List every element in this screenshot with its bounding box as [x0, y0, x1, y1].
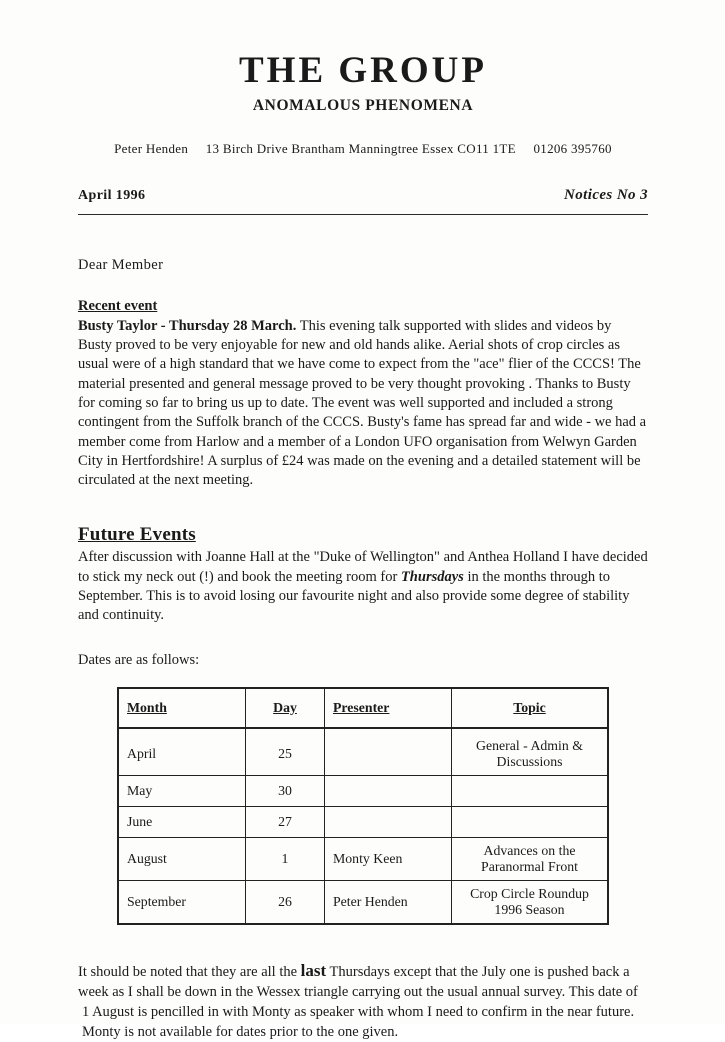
- cell-topic: Advances on the Paranormal Front: [452, 837, 609, 880]
- cell-presenter: [325, 806, 452, 837]
- cell-day: 26: [246, 880, 325, 924]
- cell-topic: [452, 806, 609, 837]
- schedule-table-wrapper: [78, 687, 648, 925]
- table-header-row: [118, 688, 608, 728]
- column-header-day: Day: [246, 688, 325, 728]
- closing-note-line-3: 1 August is pencilled in with Monty as speaker with whom I need to confirm in the near future.: [82, 1003, 635, 1020]
- table-row: [118, 728, 608, 776]
- cell-presenter: [325, 728, 452, 776]
- column-header-presenter: Presenter: [325, 688, 452, 728]
- cell-topic: Crop Circle Roundup 1996 Season: [452, 880, 609, 924]
- schedule-table: [117, 687, 609, 925]
- column-header-month: Month: [118, 688, 246, 728]
- cell-month: August: [118, 837, 246, 880]
- closing-note-line-1: [78, 959, 648, 982]
- recent-event-heading: Recent event: [78, 297, 158, 314]
- cell-month: September: [118, 880, 246, 924]
- cell-day: 27: [246, 806, 325, 837]
- cell-month: April: [118, 728, 246, 776]
- cell-presenter: [325, 775, 452, 806]
- issue-number: Notices No 3: [564, 186, 648, 203]
- dates-lead: Dates are as follows:: [78, 651, 200, 668]
- future-events-paragraph: [78, 548, 648, 625]
- cell-day: 1: [246, 837, 325, 880]
- contact-line: [78, 141, 648, 157]
- issue-date: April 1996: [78, 187, 146, 203]
- masthead: [78, 0, 648, 157]
- table-row: [118, 775, 608, 806]
- cell-presenter: Monty Keen: [325, 837, 452, 880]
- organisation-title: THE GROUP: [239, 50, 487, 91]
- closing-note-pre: It should be noted that they are all the: [78, 963, 301, 980]
- future-events-part1: After discussion with Joanne Hall at the "Duke of Wellington" and Anthea Holland I have decided to stick my neck out (!) and book the meeting room for: [78, 549, 648, 585]
- closing-note-post: Thursdays except that the July one is pushed back a: [326, 963, 630, 980]
- recent-event-body: This evening talk supported with slides and videos by Busty proved to be very enjoyable for new and old hands alike. Aerial shots of crop circles as usual were of a high standard that we have come to expect from the "ace" flier of the CCCS! The material presented and general message proved to be very thought provoking . Thanks to Busty for coming so far to bring us up to date. The event was well supported and included a strong contingent from the Suffolk branch of the CCCS. Busty's fame has spread far and wide - we had a member come from Harlow and a member of a London UFO organisation from Welwyn Garden City in Hertfordshire! A surplus of £24 was made on the evening and a detailed statement will be circulated at the next meeting.: [78, 317, 647, 489]
- cell-day: 30: [246, 775, 325, 806]
- future-events-part2: in the months through to September. This is to avoid losing our favourite night and also provide some degree of stability and continuity.: [78, 568, 630, 624]
- table-row: [118, 880, 608, 924]
- schedule-table-body: [118, 728, 608, 924]
- schedule-table-head: [118, 688, 608, 728]
- table-row: [118, 837, 608, 880]
- cell-day: 25: [246, 728, 325, 776]
- future-events-emphasis: Thursdays: [400, 568, 464, 585]
- contact-address: 13 Birch Drive Brantham Manningtree Essex CO11 1TE: [205, 140, 516, 156]
- contact-name: Peter Henden: [114, 140, 189, 156]
- cell-month: May: [118, 775, 246, 806]
- closing-note-line-2: week as I shall be down in the Wessex triangle carrying out the usual annual survey. This date of: [78, 983, 638, 1000]
- column-header-topic: Topic: [452, 688, 609, 728]
- contact-phone: 01206 395760: [533, 140, 612, 156]
- closing-note-line-4: Monty is not available for dates prior to the one given.: [82, 1023, 399, 1040]
- closing-note-emphasis: last: [300, 960, 327, 980]
- salutation: Dear Member: [78, 256, 164, 273]
- issue-bar: [78, 187, 648, 204]
- closing-note: [78, 959, 648, 1042]
- recent-event-paragraph: [78, 317, 648, 491]
- organisation-subtitle: ANOMALOUS PHENOMENA: [252, 96, 474, 114]
- cell-topic: General - Admin & Discussions: [452, 728, 609, 776]
- document-content: [78, 0, 648, 1042]
- recent-event-lead: Busty Taylor - Thursday 28 March.: [78, 317, 297, 334]
- header-divider: [78, 214, 648, 215]
- table-row: [118, 806, 608, 837]
- cell-month: June: [118, 806, 246, 837]
- future-events-heading: Future Events: [78, 524, 196, 546]
- cell-topic: [452, 775, 609, 806]
- cell-presenter: Peter Henden: [325, 880, 452, 924]
